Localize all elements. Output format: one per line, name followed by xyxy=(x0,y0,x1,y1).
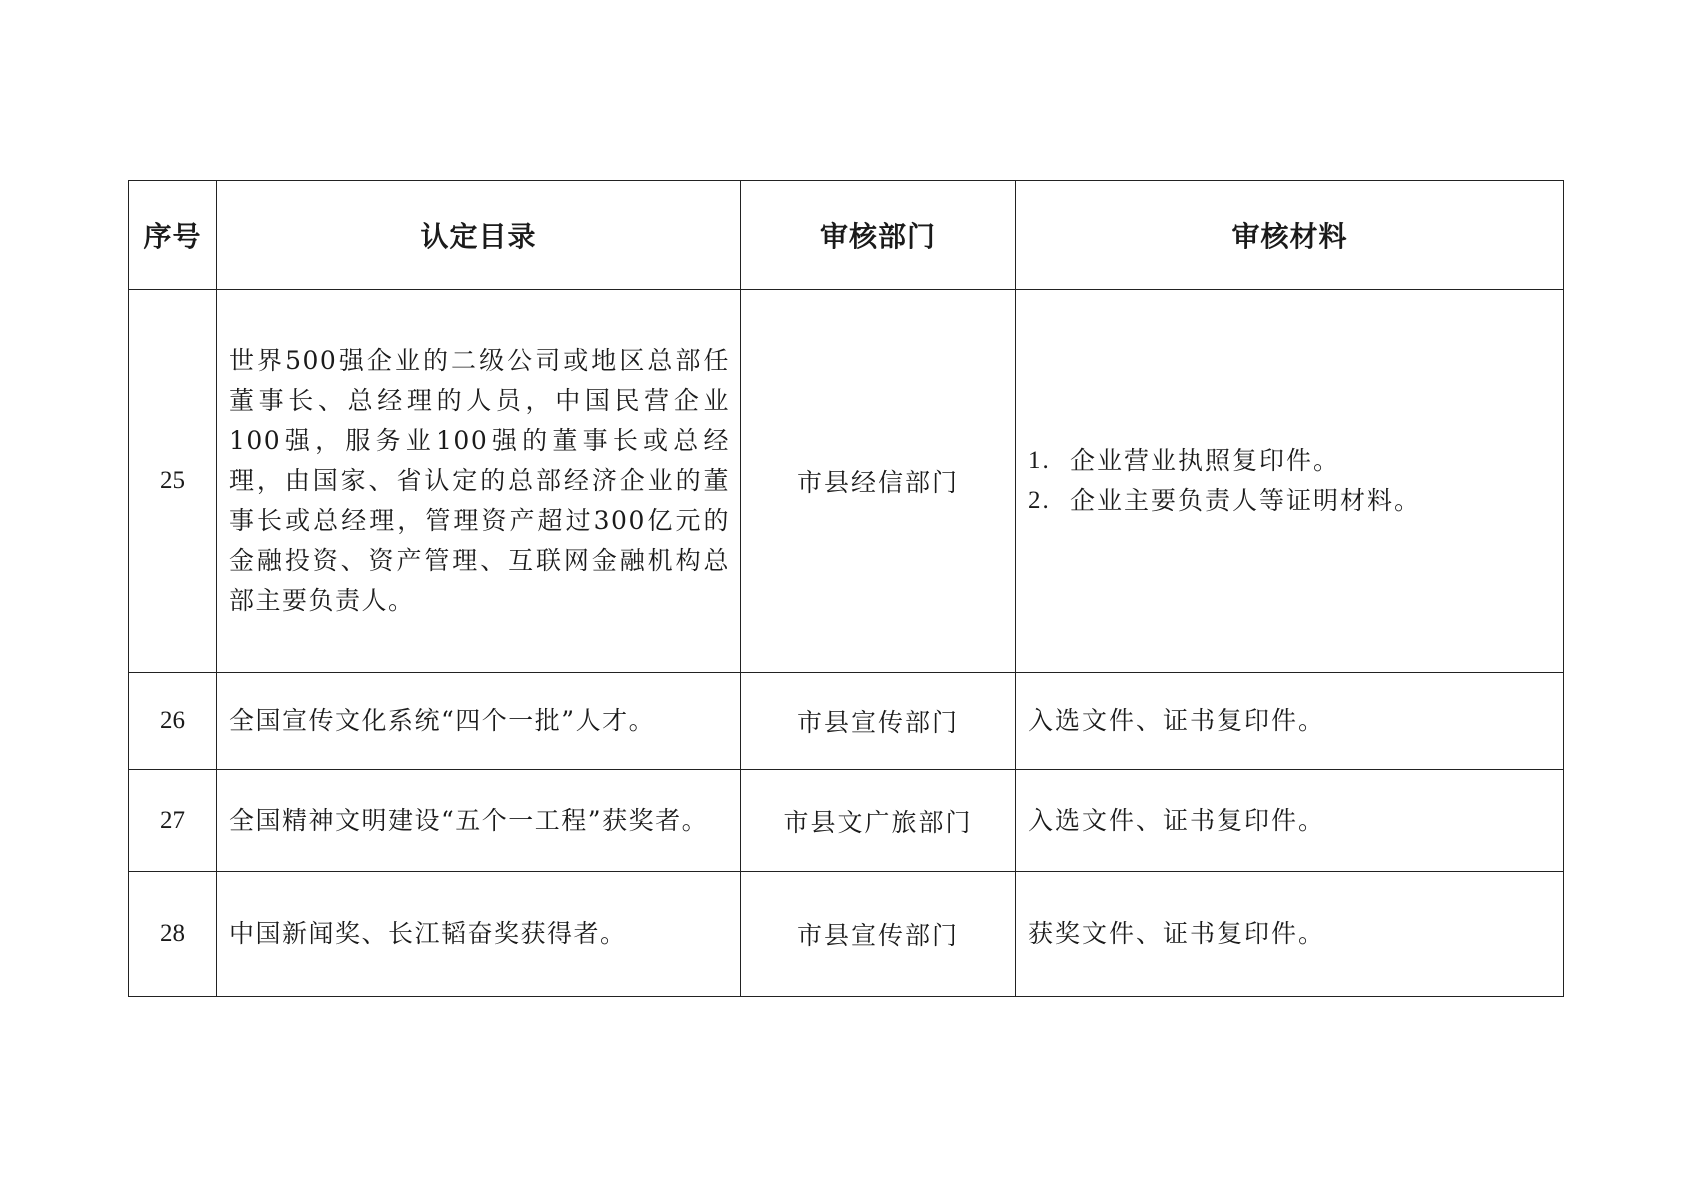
table-header-row xyxy=(129,181,1564,290)
row-department: 市县经信部门 xyxy=(741,290,1016,673)
table-row xyxy=(129,872,1564,997)
row-materials xyxy=(1016,290,1564,673)
row-seq: 26 xyxy=(129,673,217,770)
row-department: 市县文广旅部门 xyxy=(741,770,1016,872)
table-row xyxy=(129,290,1564,673)
materials-item-number: 2. xyxy=(1028,487,1051,514)
materials-item-text: 企业营业执照复印件。 xyxy=(1070,446,1341,475)
header-seq: 序号 xyxy=(129,181,217,290)
row-seq: 25 xyxy=(129,290,217,673)
row-materials: 入选文件、证书复印件。 xyxy=(1016,770,1564,872)
row-materials: 获奖文件、证书复印件。 xyxy=(1016,872,1564,997)
table-row xyxy=(129,673,1564,770)
row-category: 世界500强企业的二级公司或地区总部任董事长、总经理的人员，中国民营企业100强，服务业100强的董事长或总经理，由国家、省认定的总部经济企业的董事长或总经理，管理资产超过300亿元的金融投资、资产管理、互联网金融机构总部主要负责人。 xyxy=(217,290,741,673)
materials-item-text: 企业主要负责人等证明材料。 xyxy=(1070,486,1422,515)
materials-list-item xyxy=(1028,481,1551,521)
materials-item-number: 1. xyxy=(1028,447,1051,474)
row-category: 全国宣传文化系统“四个一批”人才。 xyxy=(217,673,741,770)
materials-list xyxy=(1028,441,1551,521)
row-seq: 27 xyxy=(129,770,217,872)
header-materials: 审核材料 xyxy=(1016,181,1564,290)
review-table xyxy=(128,180,1564,997)
header-department: 审核部门 xyxy=(741,181,1016,290)
row-materials: 入选文件、证书复印件。 xyxy=(1016,673,1564,770)
row-department: 市县宣传部门 xyxy=(741,673,1016,770)
row-seq: 28 xyxy=(129,872,217,997)
row-category: 全国精神文明建设“五个一工程”获奖者。 xyxy=(217,770,741,872)
row-category: 中国新闻奖、长江韬奋奖获得者。 xyxy=(217,872,741,997)
table-row xyxy=(129,770,1564,872)
materials-list-item xyxy=(1028,441,1551,481)
header-category: 认定目录 xyxy=(217,181,741,290)
row-department: 市县宣传部门 xyxy=(741,872,1016,997)
